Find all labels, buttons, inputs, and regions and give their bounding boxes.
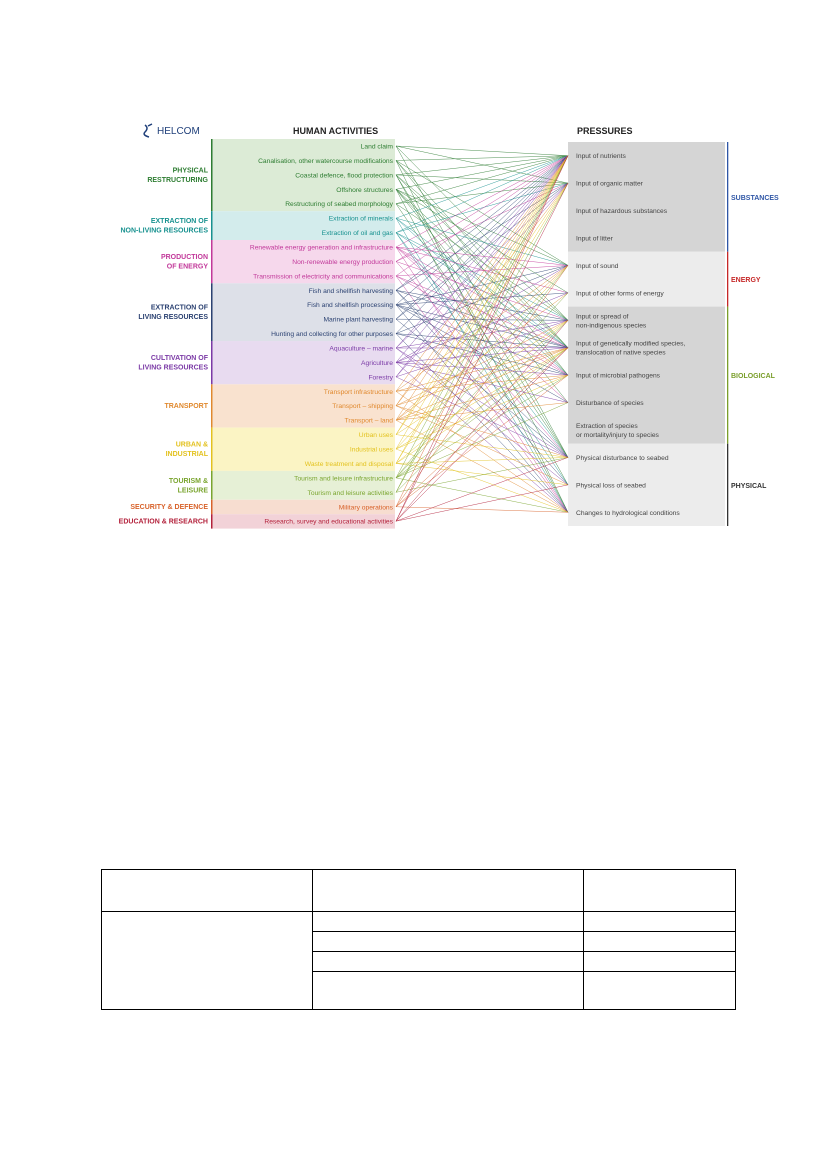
pressure-label: Input of nutrients: [576, 153, 626, 161]
pressure-category-bar: [727, 252, 728, 307]
pressure-category-bg: [568, 252, 725, 307]
activity-group-bar: [211, 471, 213, 500]
pressure-label: Input of litter: [576, 235, 613, 243]
connection-line: [396, 156, 568, 435]
connection-line: [396, 334, 568, 348]
activity-label: Canalisation, other watercourse modifications: [258, 157, 393, 165]
activity-label: Extraction of minerals: [328, 215, 393, 223]
pressure-category-label: ENERGY: [731, 277, 761, 285]
activity-group-label: LIVING RESOURCES: [138, 364, 208, 372]
connection-line: [396, 156, 568, 276]
activity-group-bar: [211, 211, 213, 240]
activity-label: Forestry: [368, 374, 393, 382]
activity-label: Agriculture: [361, 359, 393, 367]
activity-group-label: LIVING RESOURCES: [138, 314, 208, 322]
activity-group-label: EXTRACTION OF: [150, 218, 208, 226]
table-cell: [584, 932, 736, 952]
activity-label: Fish and shellfish processing: [307, 302, 393, 310]
pressure-category-bar: [727, 307, 728, 444]
activity-label: Offshore structures: [336, 186, 393, 194]
pressure-label: or mortality/injury to species: [576, 432, 659, 439]
activity-label: Urban uses: [358, 432, 393, 440]
activity-group-bar: [211, 384, 213, 427]
connection-line: [396, 375, 568, 420]
activity-label: Research, survey and educational activities: [264, 518, 393, 526]
connection-line: [396, 183, 568, 290]
pressure-label: Input of hazardous substances: [576, 208, 668, 216]
pressure-category-label: SUBSTANCES: [731, 194, 779, 202]
pressure-label: Input of genetically modified species,: [576, 340, 686, 348]
table-cell: [313, 972, 584, 1010]
pressures-header: PRESSURES: [577, 126, 633, 136]
pressures-diagram: [112, 120, 779, 530]
activity-label: Transport infrastructure: [323, 388, 393, 396]
activity-label: Aquaculture – marine: [329, 345, 393, 353]
activity-group-label: CULTIVATION OF: [150, 355, 208, 363]
table-cell: [584, 870, 736, 912]
pressure-category-bar: [727, 444, 728, 526]
connection-line: [396, 156, 568, 420]
connection-line: [396, 146, 568, 156]
activity-label: Tourism and leisure infrastructure: [294, 475, 393, 483]
table-cell: [584, 972, 736, 1010]
connection-line: [396, 156, 568, 204]
activity-group-label: LEISURE: [177, 487, 208, 495]
activity-group-label: INDUSTRIAL: [165, 451, 208, 459]
table-cell: [102, 870, 313, 912]
activity-group-label: RESTRUCTURING: [147, 177, 208, 185]
table-cell: [313, 952, 584, 972]
table-cell: [313, 870, 584, 912]
connection-line: [396, 293, 568, 478]
pressure-label: Input of microbial pathogens: [576, 372, 661, 380]
helcom-logo-icon: [144, 124, 152, 137]
activity-label: Transport – shipping: [332, 403, 393, 411]
activity-group-bar: [211, 428, 213, 471]
pressure-label: Physical loss of seabed: [576, 482, 646, 490]
activity-group-label: TRANSPORT: [164, 403, 208, 411]
pressure-category-label: PHYSICAL: [731, 482, 767, 490]
activity-label: Coastal defence, flood protection: [295, 172, 393, 180]
activity-label: Tourism and leisure activities: [307, 489, 393, 497]
connection-line: [396, 156, 568, 478]
pressure-category-label: BIOLOGICAL: [731, 373, 775, 381]
activity-group-bar: [211, 514, 213, 528]
pressure-label: Input of sound: [576, 262, 619, 270]
connection-line: [396, 156, 568, 161]
pressure-label: Input of other forms of energy: [576, 290, 664, 298]
pressure-label: Extraction of species: [576, 423, 638, 430]
table-cell: [102, 912, 313, 1010]
activity-label: Restructuring of seabed morphology: [285, 201, 393, 209]
activity-group-bar: [211, 500, 213, 514]
activity-label: Renewable energy generation and infrastructure: [249, 244, 393, 252]
activity-label: Transmission of electricity and communications: [253, 273, 393, 281]
activity-group-label: URBAN &: [175, 441, 208, 449]
activity-label: Non-renewable energy production: [292, 258, 393, 266]
activity-label: Industrial uses: [349, 446, 393, 454]
activity-group-label: PHYSICAL: [172, 167, 208, 175]
pressure-label: translocation of native species: [576, 349, 666, 357]
data-table: [101, 869, 736, 1010]
table-cell: [313, 932, 584, 952]
activity-label: Marine plant harvesting: [323, 316, 393, 324]
pressure-label: Physical disturbance to seabed: [576, 454, 669, 462]
activity-group-label: SECURITY & DEFENCE: [130, 504, 208, 512]
activity-group-label: EDUCATION & RESEARCH: [118, 518, 208, 526]
activity-group-bar: [211, 240, 213, 283]
pressure-category-bar: [727, 142, 728, 252]
activity-group-bar: [211, 341, 213, 384]
activity-label: Hunting and collecting for other purposes: [271, 331, 393, 339]
pressure-label: Changes to hydrological conditions: [576, 509, 680, 517]
activity-group-label: NON-LIVING RESOURCES: [120, 227, 208, 235]
activity-label: Transport – land: [344, 417, 393, 425]
activity-group-label: EXTRACTION OF: [150, 304, 208, 312]
activity-label: Extraction of oil and gas: [321, 230, 393, 238]
activity-label: Military operations: [338, 504, 393, 512]
activity-group-label: OF ENERGY: [166, 263, 208, 271]
table-cell: [584, 912, 736, 932]
activity-group-bar: [211, 139, 213, 211]
table-cell: [584, 952, 736, 972]
pressure-label: Disturbance of species: [576, 400, 644, 408]
connection-line: [396, 146, 568, 183]
logo-text: HELCOM: [157, 126, 200, 137]
activity-group-label: TOURISM &: [168, 477, 208, 485]
activity-label: Waste treatment and disposal: [304, 460, 393, 468]
activity-label: Land claim: [360, 143, 393, 151]
table-cell: [313, 912, 584, 932]
pressure-label: Input of organic matter: [576, 180, 643, 188]
connection-line: [396, 189, 568, 293]
activity-label: Fish and shellfish harvesting: [308, 287, 393, 295]
activity-group-label: PRODUCTION: [160, 254, 208, 262]
activity-group-bar: [211, 283, 213, 341]
pressure-label: Input or spread of: [576, 313, 629, 321]
pressure-label: non-indigenous species: [576, 322, 647, 330]
activities-header: HUMAN ACTIVITIES: [293, 126, 379, 136]
